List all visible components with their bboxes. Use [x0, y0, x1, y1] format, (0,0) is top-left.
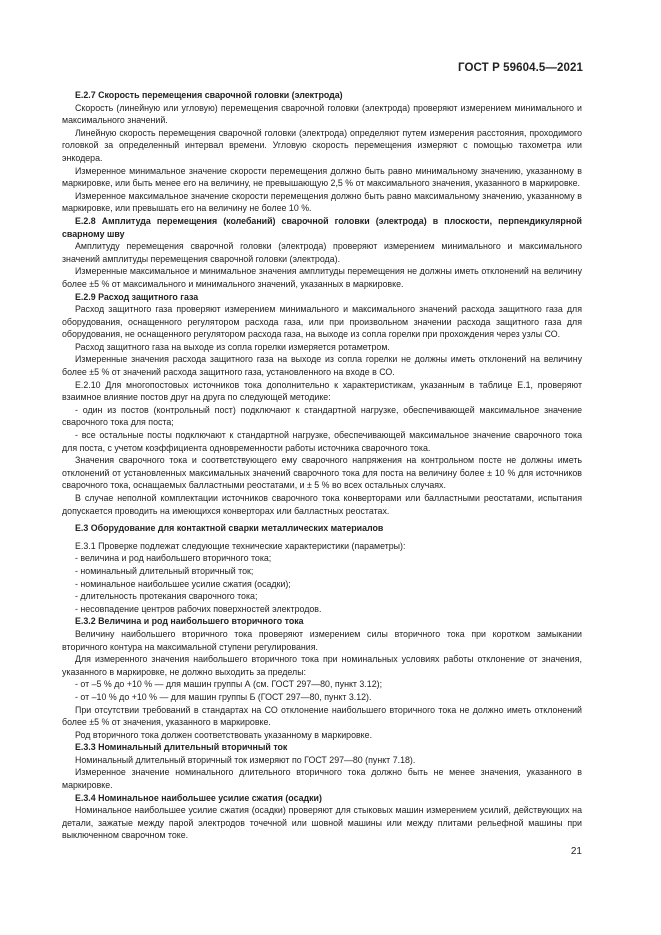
paragraph: - от –5 % до +10 % — для машин группы А (см. ГОСТ 297—80, пункт 3.12);: [75, 679, 383, 690]
paragraph: Значения сварочного тока и соответствующего ему сварочного напряжения на контрольном посте не должны иметь отклонений от установленных максимальных значений сварочного тока для поста на величину более ± 10 % для источников сварочного тока, оснащаемых балластными реостатами, и ± 5 % во всех остальных случаях.: [62, 455, 582, 491]
section-heading: Е.3 Оборудование для контактной сварки металлических материалов: [75, 523, 384, 534]
paragraph: Измеренное максимальное значение скорости перемещения должно быть равно максимальному значению, указанному в маркировке, или превышать его на величину не более 10 %.: [62, 190, 582, 214]
paragraph: Номинальное наибольшее усилие сжатия (осадки) проверяют для стыковых машин измерением усилий, действующих на детали, зажатые между парой электродов точечной или шовной машины или между плитами рельефной машины при выключенном сварочном токе.: [62, 805, 582, 841]
paragraph: Измеренное минимальное значение скорости перемещения должно быть равно минимальному значению, указанному в маркировке, или быть менее его на величину, не превышающую 2,5 % от максимального значения, указанного в маркировке.: [62, 165, 582, 189]
paragraph: - все остальные посты подключают к стандартной нагрузке, обеспечивающей максимальное значение сварочного тока для поста, с учетом коэффициента одновременности работы источника сварочного тока.: [62, 430, 582, 453]
paragraph: - величина и род наибольшего вторичного тока;: [75, 553, 272, 564]
document-body: [62, 89, 582, 842]
paragraph: Е.3.1 Проверке подлежат следующие технические характеристики (параметры):: [75, 540, 406, 551]
paragraph: Е.2.10 Для многопостовых источников тока дополнительно к характеристикам, указанным в таблице Е.1, проверяют взаимное влияние постов друг на друга по следующей методике:: [62, 379, 582, 403]
paragraph: - номинальное наибольшее усилие сжатия (осадки);: [75, 578, 291, 589]
paragraph: Измеренные максимальное и минимальное значения амплитуды перемещения не должны иметь отклонений на величину более ±5 % от максимального и минимального значений, указанных в маркировке.: [62, 266, 582, 289]
paragraph: - от –10 % до +10 % — для машин группы Б (ГОСТ 297—80, пункт 3.12).: [75, 691, 372, 702]
page-number: 21: [570, 846, 582, 857]
paragraph: Линейную скорость перемещения сварочной головки (электрода) определяют путем измерения расстояния, проходимого головкой за определенный интервал времени. Угловую скорость перемещения измеряют с помощью тахометра или энкодера.: [62, 127, 582, 163]
paragraph: Расход защитного газа на выходе из сопла горелки измеряется ротаметром.: [75, 341, 390, 352]
paragraph: Номинальный длительный вторичный ток измеряют по ГОСТ 297—80 (пункт 7.18).: [75, 754, 416, 765]
paragraph: - длительность протекания сварочного тока;: [75, 591, 258, 602]
paragraph: Род вторичного тока должен соответствовать указанному в маркировке.: [75, 729, 373, 740]
paragraph: Для измеренного значения наибольшего вторичного тока при номинальных условиях работы отклонение от значения, указанного в маркировке, не должно выходить за пределы:: [62, 654, 582, 677]
section-heading: Е.2.8 Амплитуда перемещения (колебаний) сварочной головки (электрода) в плоскости, перпендикулярной сварному шву: [62, 215, 582, 239]
paragraph: При отсутствии требований в стандартах на СО отклонение наибольшего вторичного тока не должно иметь отклонений более ±5 % от значения, указанного в маркировке.: [62, 704, 582, 728]
document-id: ГОСТ Р 59604.5—2021: [458, 62, 583, 74]
section-heading: Е.3.2 Величина и род наибольшего вторичного тока: [75, 616, 304, 627]
paragraph: Расход защитного газа проверяют измерением минимального и максимального значений расхода защитного газа для оборудования, оснащенного регулятором расхода газа, или при произвольном значении расхода защитного газа для оборудования, не оснащенного регулятором расхода газа, на выходе из сопла горелки при прохождения через узлы СО.: [62, 304, 582, 340]
section-heading: Е.2.7 Скорость перемещения сварочной головки (электрода): [75, 90, 343, 100]
paragraph: Величину наибольшего вторичного тока проверяют измерением силы вторичного тока при коротком замыкании вторичного контура на максимальной ступени регулирования.: [62, 628, 582, 652]
section-heading: Е.2.9 Расход защитного газа: [75, 291, 199, 302]
section-heading: Е.3.4 Номинальное наибольшее усилие сжатия (осадки): [75, 792, 322, 803]
paragraph: В случае неполной комплектации источников сварочного тока конверторами или балластными реостатами, испытания допускается проводить на имеющихся конверторах или балластных реостатах.: [62, 493, 582, 516]
paragraph: Скорость (линейную или угловую) перемещения сварочной головки (электрода) проверяют измерением минимального и максимального значений.: [62, 102, 582, 126]
paragraph: Измеренные значения расхода защитного газа на выходе из сопла горелки не должны иметь отклонений на величину более ±5 % от значений расхода защитного газа, установленного на входе в СО.: [62, 354, 582, 378]
paragraph: - один из постов (контрольный пост) подключают к стандартной нагрузке, обеспечивающей максимальное значение сварочного тока для поста;: [62, 404, 582, 428]
paragraph: - несовпадение центров рабочих поверхностей электродов.: [75, 603, 322, 614]
section-heading: Е.3.3 Номинальный длительный вторичный ток: [75, 742, 288, 753]
paragraph: Амплитуду перемещения сварочной головки (электрода) проверяют измерением минимального и максимального значений амплитуды перемещения сварочной головки (электрода).: [62, 241, 582, 264]
paragraph: Измеренное значение номинального длительного вторичного тока должно быть не менее значения, указанного в маркировке.: [62, 767, 582, 791]
paragraph: - номинальный длительный вторичный ток;: [75, 565, 254, 576]
